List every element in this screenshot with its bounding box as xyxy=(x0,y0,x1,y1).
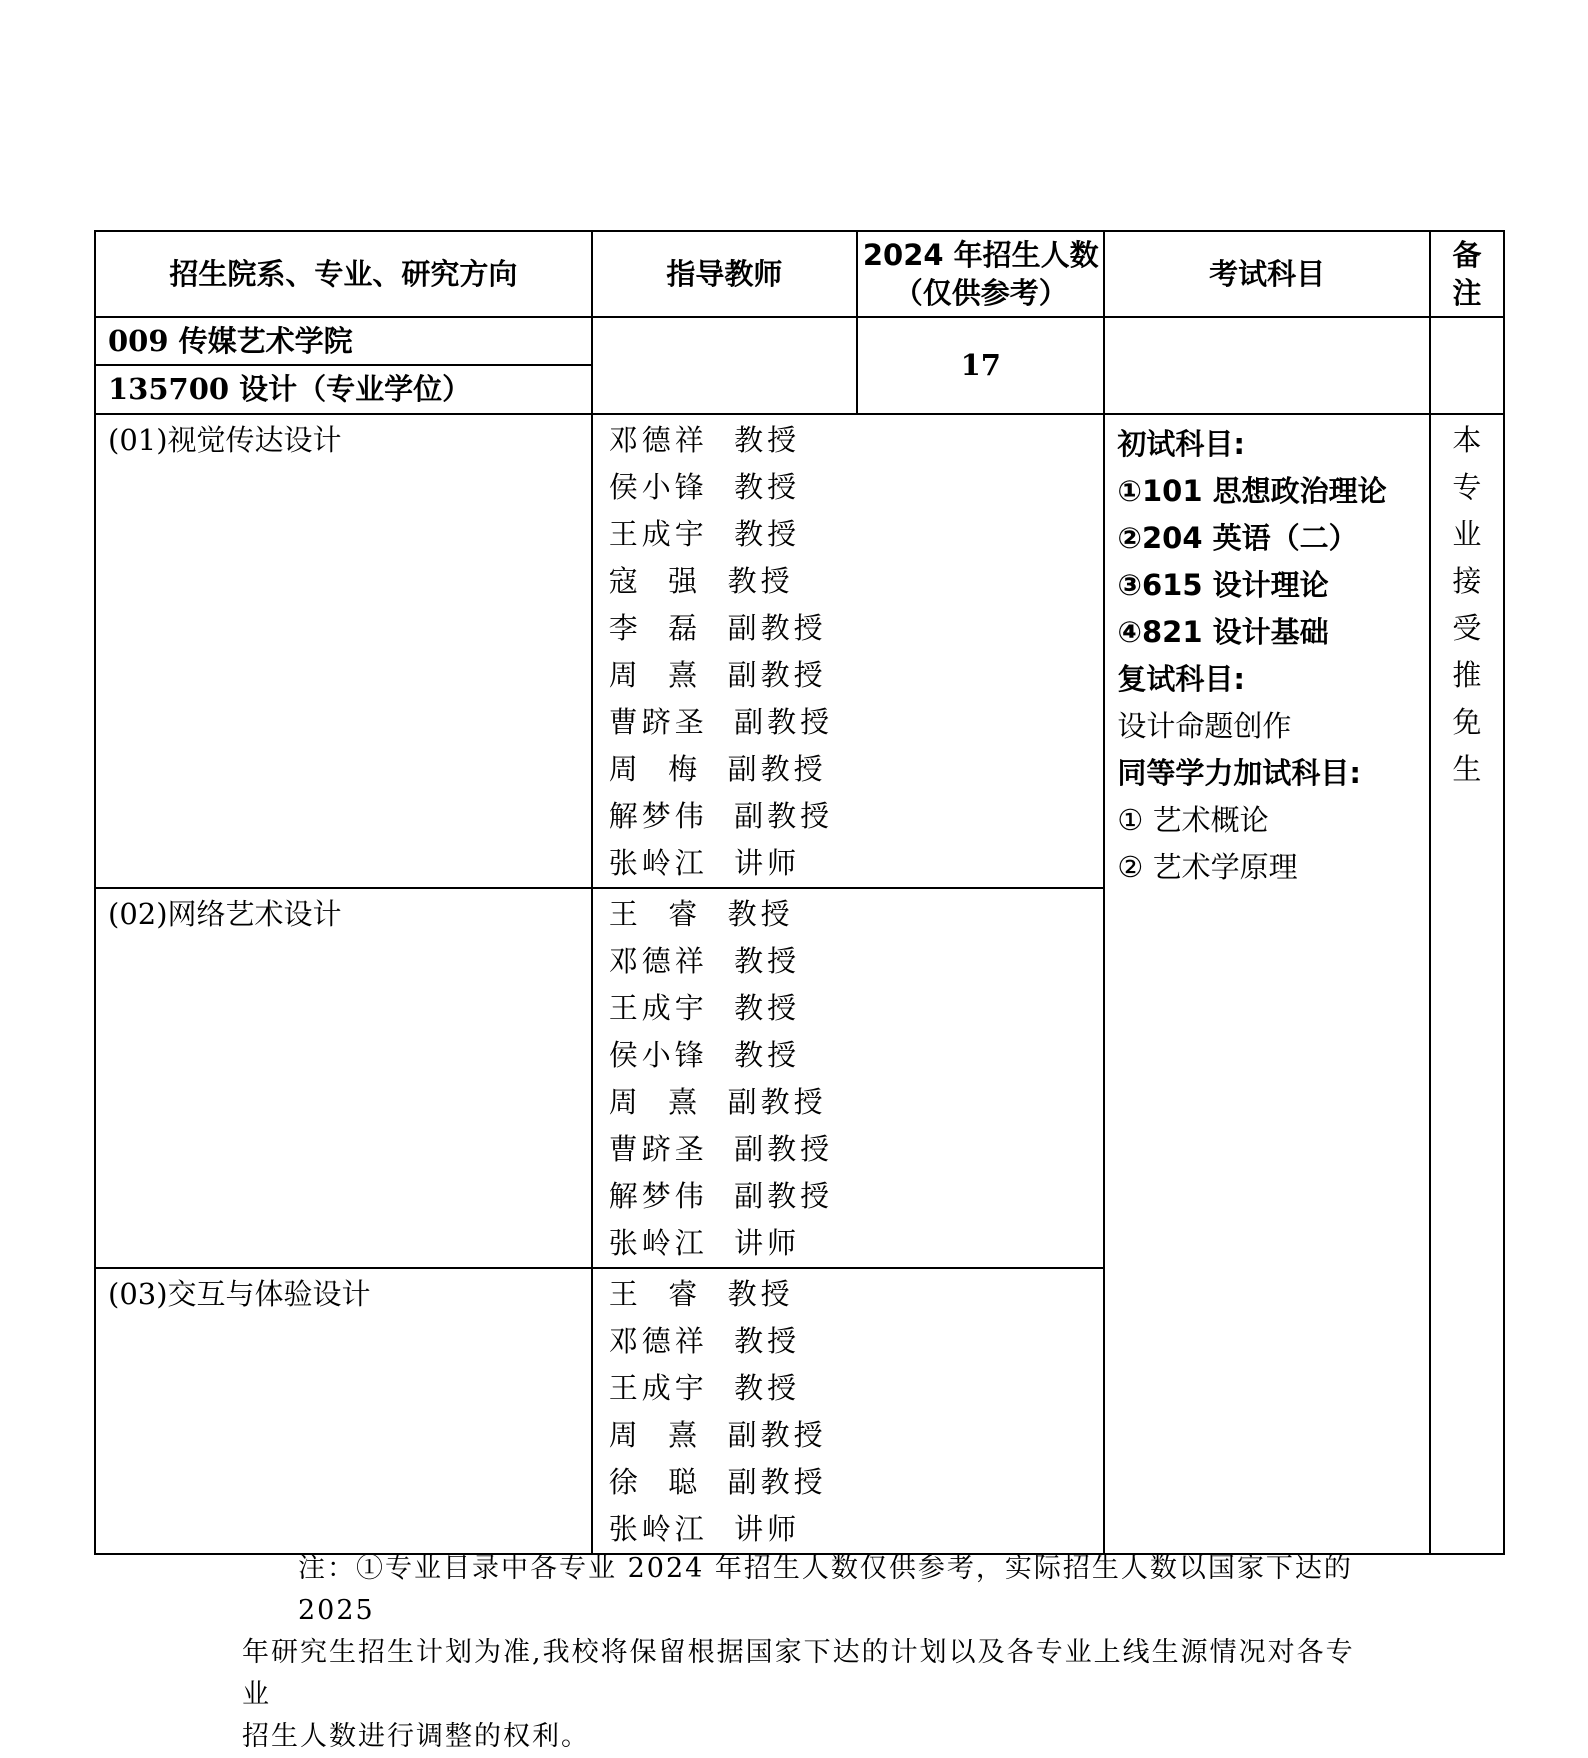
major-name: 135700 设计（专业学位） xyxy=(108,372,472,406)
initial-exam-item: ③615 设计理论 xyxy=(1117,568,1329,602)
direction-name-02: (02)网络艺术设计 xyxy=(95,888,592,1268)
table-header-row xyxy=(95,231,1504,317)
advisor-item: 徐 聪 副教授 xyxy=(608,1465,827,1499)
retest-exam-item: 设计命题创作 xyxy=(1117,709,1292,743)
initial-exam-title: 初试科目: xyxy=(1117,427,1246,461)
header-advisor: 指导教师 xyxy=(592,231,857,317)
advisor-item: 寇 强 教授 xyxy=(608,564,794,598)
direction-name-03: (03)交互与体验设计 xyxy=(95,1268,592,1554)
advisor-item: 李 磊 副教授 xyxy=(608,611,827,645)
advisor-item: 侯小锋 教授 xyxy=(608,1038,801,1072)
advisor-item: 周 熹 副教授 xyxy=(608,1085,827,1119)
advisor-item: 王 睿 教授 xyxy=(608,897,794,931)
advisor-item: 周 梅 副教授 xyxy=(608,752,827,786)
header-note-line2: 注 xyxy=(1452,276,1482,310)
department-exam-empty xyxy=(1104,317,1429,414)
advisor-item: 侯小锋 教授 xyxy=(608,470,801,504)
advisor-item: 张岭江 讲师 xyxy=(608,1512,801,1546)
direction-row-01 xyxy=(95,414,1504,888)
department-name: 009 传媒艺术学院 xyxy=(96,318,591,366)
initial-exam-item: ④821 设计基础 xyxy=(1117,615,1329,649)
note-char: 本 xyxy=(1452,423,1482,457)
note-cell xyxy=(1430,414,1504,1554)
advisor-item: 邓德祥 教授 xyxy=(608,1324,801,1358)
advisor-item: 张岭江 讲师 xyxy=(608,1226,801,1260)
note-char: 受 xyxy=(1452,611,1482,645)
footnote xyxy=(242,1548,1362,1758)
advisor-item: 王成宇 教授 xyxy=(608,517,801,551)
footnote-line-2: 年研究生招生计划为准,我校将保留根据国家下达的计划以及各专业上线生源情况对各专业 xyxy=(242,1637,1355,1710)
note-char: 免 xyxy=(1452,705,1482,739)
advisor-item: 周 熹 副教授 xyxy=(608,658,827,692)
extra-exam-title: 同等学力加试科目: xyxy=(1117,756,1362,790)
initial-exam-item: ①101 思想政治理论 xyxy=(1117,474,1387,508)
advisor-item: 解梦伟 副教授 xyxy=(608,799,834,833)
department-advisor-empty xyxy=(592,317,857,414)
extra-exam-item: ② 艺术学原理 xyxy=(1117,850,1298,884)
advisor-cell-02 xyxy=(592,888,1105,1268)
header-quota-line1: 2024 年招生人数 xyxy=(862,238,1099,272)
advisor-item: 解梦伟 副教授 xyxy=(608,1179,834,1213)
header-program: 招生院系、专业、研究方向 xyxy=(95,231,592,317)
header-exam: 考试科目 xyxy=(1104,231,1429,317)
advisor-item: 王 睿 教授 xyxy=(608,1277,794,1311)
advisor-item: 周 熹 副教授 xyxy=(608,1418,827,1452)
advisor-cell-01 xyxy=(592,414,1105,888)
advisor-item: 曹跻圣 副教授 xyxy=(608,705,834,739)
advisor-item: 曹跻圣 副教授 xyxy=(608,1132,834,1166)
retest-exam-title: 复试科目: xyxy=(1117,662,1246,696)
note-char: 专 xyxy=(1452,470,1482,504)
advisor-item: 王成宇 教授 xyxy=(608,991,801,1025)
header-note xyxy=(1430,231,1504,317)
department-cell xyxy=(95,317,592,414)
extra-exam-item: ① 艺术概论 xyxy=(1117,803,1269,837)
advisor-cell-03 xyxy=(592,1268,1105,1554)
direction-name-01: (01)视觉传达设计 xyxy=(95,414,592,888)
advisor-item: 王成宇 教授 xyxy=(608,1371,801,1405)
header-quota-line2: （仅供参考） xyxy=(893,276,1068,310)
advisor-item: 邓德祥 教授 xyxy=(608,944,801,978)
footnote-line-3: 招生人数进行调整的权利。 xyxy=(242,1721,590,1752)
exam-subjects-cell xyxy=(1104,414,1429,1554)
note-char: 业 xyxy=(1452,517,1482,551)
enrollment-catalog-table xyxy=(94,230,1505,1555)
note-char: 推 xyxy=(1452,658,1482,692)
advisor-item: 邓德祥 教授 xyxy=(608,423,801,457)
header-note-line1: 备 xyxy=(1452,238,1482,272)
advisor-item: 张岭江 讲师 xyxy=(608,846,801,880)
note-char: 接 xyxy=(1452,564,1482,598)
department-row xyxy=(95,317,1504,414)
header-quota xyxy=(857,231,1104,317)
department-note-empty xyxy=(1430,317,1504,414)
initial-exam-item: ②204 英语（二） xyxy=(1117,521,1358,555)
footnote-line-1: 注：①专业目录中各专业 2024 年招生人数仅供参考，实际招生人数以国家下达的 2025 xyxy=(298,1553,1353,1626)
note-char: 生 xyxy=(1452,752,1482,786)
quota-value: 17 xyxy=(857,317,1104,414)
